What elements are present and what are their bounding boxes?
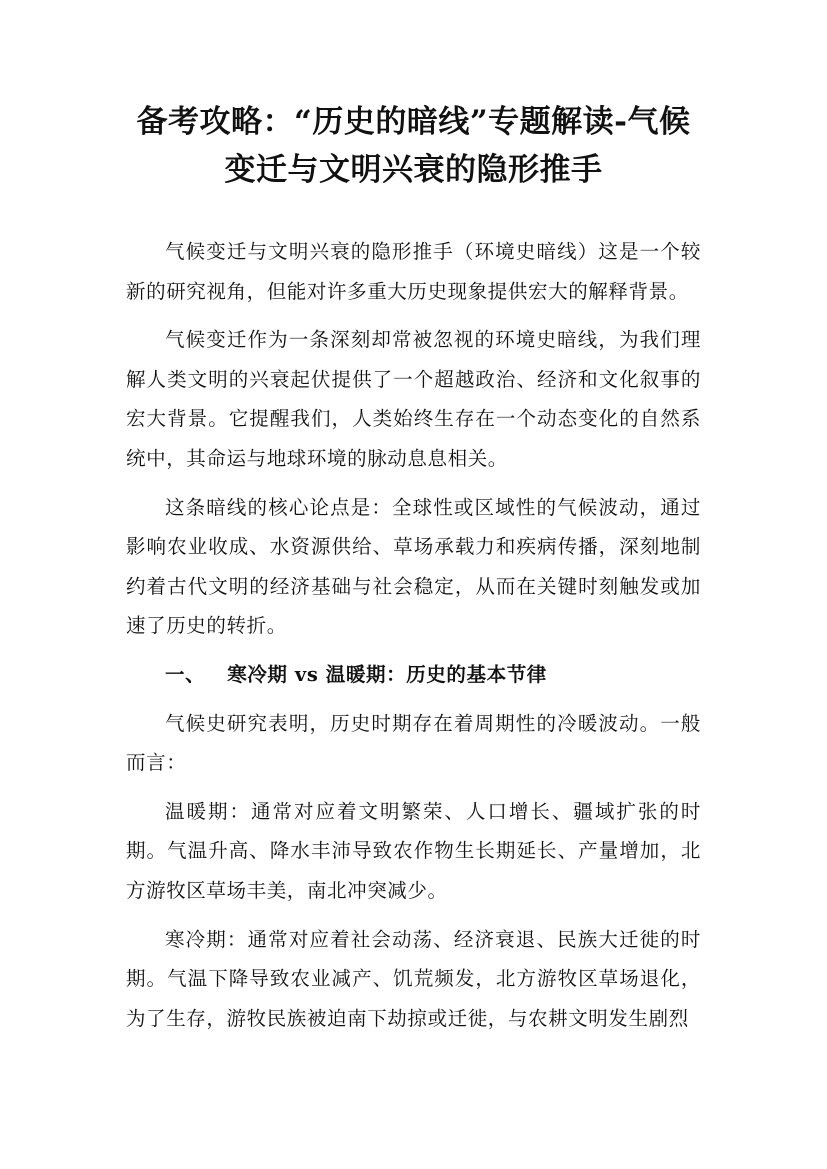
title-line-1: 备考攻略：“历史的暗线”专题解读-气候 — [136, 104, 691, 140]
paragraph-cold-period: 寒冷期：通常对应着社会动荡、经济衰退、民族大迁徙的时期。气温下降导致农业减产、饥荒频发，北方游牧区草场退化，为了生存，游牧民族被迫南下劫掠或迁徙，与农耕文明发生剧烈 — [126, 927, 701, 1030]
paragraph-background: 气候变迁作为一条深刻却常被忽视的环境史暗线，为我们理解人类文明的兴衰起伏提供了一个超越政治、经济和文化叙事的宏大背景。它提醒我们，人类始终生存在一个动态变化的自然系统中，其命运与地球环境的脉动息息相关。 — [126, 328, 701, 470]
paragraph-cycles: 气候史研究表明，历史时期存在着周期性的冷暖波动。一般而言： — [126, 711, 701, 775]
paragraph-intro: 气候变迁与文明兴衰的隐形推手（环境史暗线）这是一个较新的研究视角，但能对许多重大历史现象提供宏大的解释背景。 — [126, 240, 701, 303]
paragraph-core-argument: 这条暗线的核心论点是：全球性或区域性的气候波动，通过影响农业收成、水资源供给、草场承载力和疾病传播，深刻地制约着古代文明的经济基础与社会稳定，从而在关键时刻触发或加速了历史的转折。 — [126, 495, 701, 638]
document-title — [100, 98, 727, 194]
title-line-2: 变迁与文明兴衰的隐形推手 — [224, 152, 603, 188]
section-heading — [126, 655, 701, 695]
section-title: 寒冷期 vs 温暖期：历史的基本节律 — [227, 662, 547, 686]
paragraph-warm-period: 温暖期：通常对应着文明繁荣、人口增长、疆域扩张的时期。气温升高、降水丰沛导致农作物生长期延长、产量增加，北方游牧区草场丰美，南北冲突减少。 — [126, 799, 701, 902]
document-body — [126, 232, 701, 1047]
section-number: 一、 — [165, 662, 206, 686]
